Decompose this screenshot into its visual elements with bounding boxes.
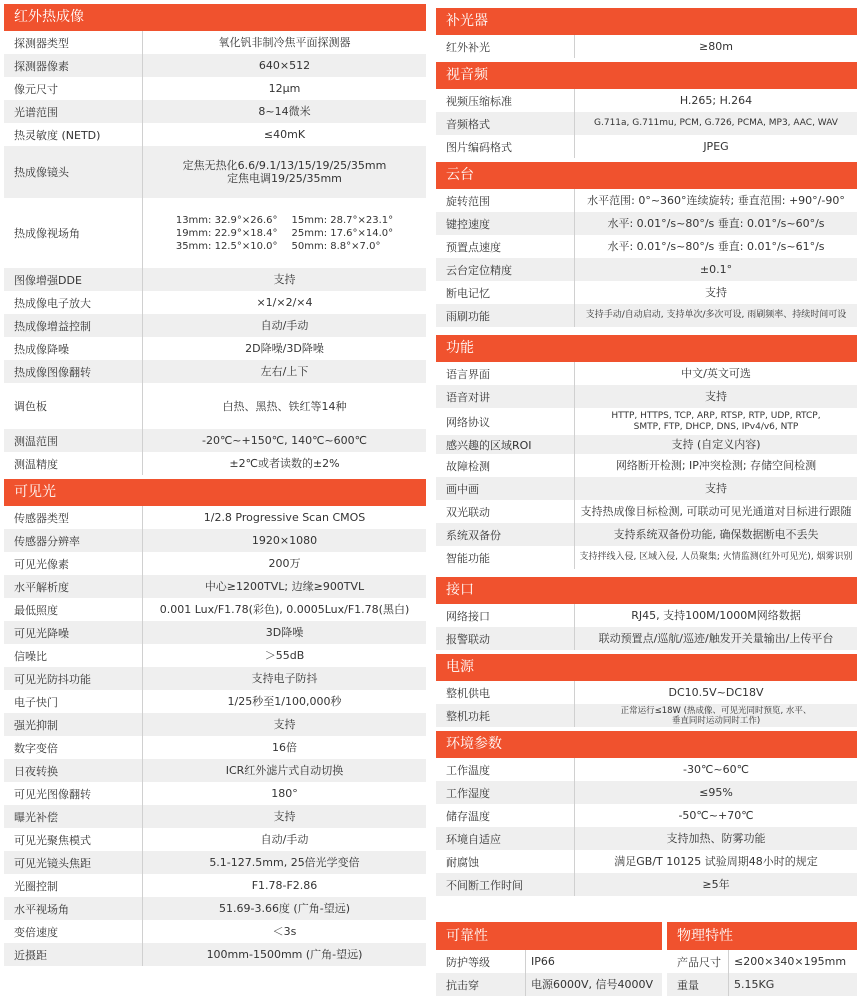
spec-key: 测温范围 bbox=[4, 429, 143, 452]
spec-row bbox=[4, 146, 426, 198]
spec-row bbox=[436, 235, 857, 258]
spec-row bbox=[4, 621, 426, 644]
spec-key: 日夜转换 bbox=[4, 759, 143, 782]
spec-value: ≤95% bbox=[699, 786, 733, 799]
spec-row bbox=[4, 736, 426, 759]
spec-key: 信噪比 bbox=[4, 644, 143, 667]
spec-value: F1.78-F2.86 bbox=[251, 879, 318, 892]
spec-key: 变倍速度 bbox=[4, 920, 143, 943]
spec-section bbox=[436, 62, 857, 158]
section-title: 可见光 bbox=[4, 479, 426, 506]
spec-value: 中心≥1200TVL; 边缘≥900TVL bbox=[204, 580, 365, 593]
spec-key: 电子快门 bbox=[4, 690, 143, 713]
spec-row bbox=[4, 598, 426, 621]
section-title: 补光器 bbox=[436, 8, 857, 35]
spec-row bbox=[667, 950, 857, 973]
spec-row bbox=[4, 897, 426, 920]
spec-value: 左右/上下 bbox=[260, 365, 309, 378]
spec-section bbox=[4, 479, 426, 966]
spec-value bbox=[143, 198, 426, 268]
spec-key: 环境自适应 bbox=[436, 827, 575, 850]
spec-row bbox=[4, 529, 426, 552]
spec-key: 网络协议 bbox=[436, 408, 575, 435]
spec-key: 光圈控制 bbox=[4, 874, 143, 897]
spec-section bbox=[436, 654, 857, 727]
fov-item: 13mm: 32.9°×26.6° bbox=[175, 214, 278, 226]
spec-key: 双光联动 bbox=[436, 500, 575, 523]
spec-row bbox=[4, 291, 426, 314]
spec-row bbox=[436, 827, 857, 850]
section-title: 接口 bbox=[436, 577, 857, 604]
right-column bbox=[436, 4, 857, 896]
spec-key: 图片编码格式 bbox=[436, 135, 575, 158]
spec-row bbox=[436, 112, 857, 135]
spec-row bbox=[4, 268, 426, 291]
spec-value: 支持 bbox=[705, 482, 727, 495]
spec-row bbox=[4, 506, 426, 529]
spec-key: 产品尺寸 bbox=[667, 950, 729, 973]
spec-value: 51.69-3.66度 (广角-望远) bbox=[218, 902, 350, 915]
spec-value: HTTP, HTTPS, TCP, ARP, RTSP, RTP, UDP, RTCP, SMTP, FTP, DHCP, DNS, IPv4/v6, NTP bbox=[611, 410, 821, 432]
spec-key: 热灵敏度 (NETD) bbox=[4, 123, 143, 146]
spec-key: 最低照度 bbox=[4, 598, 143, 621]
spec-row bbox=[436, 873, 857, 896]
spec-key: 音频格式 bbox=[436, 112, 575, 135]
spec-section bbox=[436, 335, 857, 569]
spec-value: -50℃~+70℃ bbox=[678, 809, 754, 822]
spec-row bbox=[4, 100, 426, 123]
spec-row bbox=[436, 804, 857, 827]
spec-row bbox=[4, 874, 426, 897]
spec-key: 故障检测 bbox=[436, 454, 575, 477]
spec-value: 2D降噪/3D降噪 bbox=[245, 342, 324, 355]
spec-row bbox=[4, 452, 426, 475]
spec-key: 热成像增益控制 bbox=[4, 314, 143, 337]
spec-value: 1/25秒至1/100,000秒 bbox=[227, 695, 342, 708]
spec-value: 正常运行≤18W (热成像、可见光同时预览, 水平、 垂直同时运动同时工作) bbox=[620, 705, 812, 726]
spec-value: 5.1-127.5mm, 25倍光学变倍 bbox=[209, 856, 360, 869]
spec-row bbox=[4, 360, 426, 383]
spec-key: 调色板 bbox=[4, 383, 143, 429]
spec-value: 支持电子防抖 bbox=[251, 672, 318, 685]
spec-value: ＜3s bbox=[272, 925, 297, 938]
spec-value: JPEG bbox=[703, 140, 729, 153]
spec-value: -20℃~+150℃, 140℃~600℃ bbox=[201, 434, 367, 447]
spec-value: ×1/×2/×4 bbox=[256, 296, 313, 309]
spec-value: 支持系统双备份功能, 确保数据断电不丢失 bbox=[613, 528, 819, 541]
spec-row bbox=[4, 805, 426, 828]
spec-value: 1/2.8 Progressive Scan CMOS bbox=[203, 511, 366, 524]
spec-value: 200万 bbox=[268, 557, 301, 570]
spec-section bbox=[436, 922, 662, 996]
spec-value: 100mm-1500mm (广角-望远) bbox=[206, 948, 363, 961]
spec-value: 支持加热、防雾功能 bbox=[666, 832, 766, 845]
spec-value: 支持 bbox=[273, 810, 296, 823]
spec-row bbox=[436, 758, 857, 781]
spec-row bbox=[436, 781, 857, 804]
spec-value: 白热、黑热、铁红等14种 bbox=[222, 399, 347, 413]
spec-value: ±0.1° bbox=[699, 263, 733, 276]
spec-value: 3D降噪 bbox=[265, 626, 304, 639]
spec-value: 电源6000V, 信号4000V bbox=[531, 978, 654, 991]
reliability-section bbox=[436, 922, 662, 996]
spec-row bbox=[4, 383, 426, 429]
spec-row bbox=[436, 546, 857, 569]
spec-section bbox=[436, 8, 857, 58]
left-column bbox=[4, 4, 426, 966]
spec-row bbox=[4, 31, 426, 54]
spec-row bbox=[4, 828, 426, 851]
spec-key: 感兴趣的区域ROI bbox=[436, 435, 575, 454]
spec-row bbox=[4, 920, 426, 943]
spec-value: ≥80m bbox=[699, 40, 733, 53]
fov-item: 35mm: 12.5°×10.0° bbox=[175, 240, 278, 252]
spec-key: 防护等级 bbox=[436, 950, 526, 973]
spec-key: 整机功耗 bbox=[436, 704, 575, 727]
section-title: 视音频 bbox=[436, 62, 857, 89]
spec-row bbox=[4, 782, 426, 805]
spec-row bbox=[436, 604, 857, 627]
spec-row bbox=[436, 385, 857, 408]
spec-key: 可见光聚焦模式 bbox=[4, 828, 143, 851]
spec-row bbox=[436, 189, 857, 212]
spec-row bbox=[436, 681, 857, 704]
spec-key: 云台定位精度 bbox=[436, 258, 575, 281]
spec-key: 视频压缩标准 bbox=[436, 89, 575, 112]
spec-key: 热成像电子放大 bbox=[4, 291, 143, 314]
spec-section bbox=[4, 4, 426, 475]
spec-key: 工作温度 bbox=[436, 758, 575, 781]
fov-grid bbox=[176, 214, 393, 253]
spec-key: 传感器分辨率 bbox=[4, 529, 143, 552]
spec-key: 储存温度 bbox=[436, 804, 575, 827]
spec-row bbox=[4, 575, 426, 598]
spec-key: 画中画 bbox=[436, 477, 575, 500]
spec-section bbox=[667, 922, 857, 996]
spec-key: 可见光图像翻转 bbox=[4, 782, 143, 805]
spec-row bbox=[436, 454, 857, 477]
spec-value: 支持 bbox=[273, 718, 296, 731]
spec-row bbox=[436, 281, 857, 304]
spec-row bbox=[436, 627, 857, 650]
spec-value: 支持 (自定义内容) bbox=[671, 438, 761, 451]
spec-key: 像元尺寸 bbox=[4, 77, 143, 100]
spec-key: 探测器类型 bbox=[4, 31, 143, 54]
spec-key: 网络接口 bbox=[436, 604, 575, 627]
spec-row bbox=[436, 477, 857, 500]
spec-row bbox=[4, 851, 426, 874]
spec-key: 强光抑制 bbox=[4, 713, 143, 736]
fov-item: 25mm: 17.6°×14.0° bbox=[291, 227, 394, 239]
spec-value: -30℃~60℃ bbox=[683, 763, 749, 776]
spec-value: 氧化钒非制冷焦平面探测器 bbox=[218, 36, 351, 49]
spec-row bbox=[436, 950, 662, 973]
section-title: 物理特性 bbox=[667, 922, 857, 950]
spec-row bbox=[4, 667, 426, 690]
spec-key: 测温精度 bbox=[4, 452, 143, 475]
spec-row bbox=[436, 523, 857, 546]
spec-key: 耐腐蚀 bbox=[436, 850, 575, 873]
spec-value: 满足GB/T 10125 试验周期48小时的规定 bbox=[614, 855, 818, 868]
spec-value: 支持 bbox=[273, 273, 296, 286]
spec-key: 光谱范围 bbox=[4, 100, 143, 123]
spec-key: 热成像图像翻转 bbox=[4, 360, 143, 383]
spec-value: 1920×1080 bbox=[251, 534, 318, 547]
spec-key: 传感器类型 bbox=[4, 506, 143, 529]
spec-value: 支持手动/自动启动, 支持单次/多次可设, 雨刷频率、持续时间可设 bbox=[585, 310, 847, 320]
spec-value: 水平范围: 0°~360°连续旋转; 垂直范围: +90°/-90° bbox=[587, 194, 845, 207]
spec-value: 定焦无热化6.6/9.1/13/15/19/25/35mm 定焦电调19/25/35mm bbox=[182, 159, 387, 185]
spec-key: 可见光降噪 bbox=[4, 621, 143, 644]
spec-value: ≤200×340×195mm bbox=[734, 955, 847, 968]
spec-row bbox=[4, 123, 426, 146]
spec-value: 640×512 bbox=[258, 59, 311, 72]
spec-value: 自动/手动 bbox=[260, 833, 309, 846]
spec-key: 近摄距 bbox=[4, 943, 143, 966]
spec-value: 180° bbox=[271, 787, 298, 800]
spec-row bbox=[436, 408, 857, 435]
spec-key: 抗击穿 bbox=[436, 973, 526, 996]
spec-key: 可见光像素 bbox=[4, 552, 143, 575]
spec-row bbox=[4, 198, 426, 268]
spec-key: 系统双备份 bbox=[436, 523, 575, 546]
spec-row bbox=[667, 973, 857, 996]
spec-value: DC10.5V~DC18V bbox=[668, 686, 764, 699]
spec-row bbox=[436, 850, 857, 873]
section-title: 功能 bbox=[436, 335, 857, 362]
spec-row bbox=[436, 35, 857, 58]
spec-row bbox=[436, 212, 857, 235]
spec-key: 图像增强DDE bbox=[4, 268, 143, 291]
spec-value: 0.001 Lux/F1.78(彩色), 0.0005Lux/F1.78(黑白) bbox=[159, 603, 410, 616]
spec-row bbox=[436, 304, 857, 327]
spec-row bbox=[4, 713, 426, 736]
spec-value: 水平: 0.01°/s~80°/s 垂直: 0.01°/s~60°/s bbox=[607, 217, 825, 230]
spec-key: 雨刷功能 bbox=[436, 304, 575, 327]
section-title: 可靠性 bbox=[436, 922, 662, 950]
physical-section bbox=[667, 922, 857, 996]
section-title: 环境参数 bbox=[436, 731, 857, 758]
spec-value: ±2℃或者读数的±2% bbox=[229, 457, 340, 470]
spec-section bbox=[436, 162, 857, 327]
spec-key: 整机供电 bbox=[436, 681, 575, 704]
spec-key: 断电记忆 bbox=[436, 281, 575, 304]
spec-value: 支持 bbox=[705, 390, 727, 403]
spec-value: IP66 bbox=[531, 955, 555, 968]
spec-value: 联动预置点/巡航/巡迹/触发开关量输出/上传平台 bbox=[598, 632, 834, 645]
fov-item: 15mm: 28.7°×23.1° bbox=[291, 214, 394, 226]
spec-row bbox=[4, 644, 426, 667]
spec-key: 语言界面 bbox=[436, 362, 575, 385]
spec-row bbox=[436, 362, 857, 385]
spec-value: ≥5年 bbox=[702, 878, 730, 891]
spec-key: 工作湿度 bbox=[436, 781, 575, 804]
spec-row bbox=[436, 500, 857, 523]
spec-key: 旋转范围 bbox=[436, 189, 575, 212]
spec-row bbox=[4, 54, 426, 77]
spec-key: 智能功能 bbox=[436, 546, 575, 569]
spec-row bbox=[436, 258, 857, 281]
spec-key: 不间断工作时间 bbox=[436, 873, 575, 896]
spec-value: ＞55dB bbox=[264, 649, 305, 662]
spec-key: 热成像视场角 bbox=[4, 198, 143, 268]
spec-row bbox=[436, 435, 857, 454]
spec-value: 网络断开检测; IP冲突检测; 存储空间检测 bbox=[615, 459, 817, 472]
spec-key: 预置点速度 bbox=[436, 235, 575, 258]
spec-value: 8~14微米 bbox=[258, 105, 311, 118]
spec-value: 水平: 0.01°/s~80°/s 垂直: 0.01°/s~61°/s bbox=[607, 240, 825, 253]
spec-section bbox=[436, 731, 857, 896]
spec-key: 语音对讲 bbox=[436, 385, 575, 408]
section-title: 电源 bbox=[436, 654, 857, 681]
spec-row bbox=[4, 77, 426, 100]
spec-key: 水平解析度 bbox=[4, 575, 143, 598]
spec-key: 热成像镜头 bbox=[4, 146, 143, 198]
spec-key: 水平视场角 bbox=[4, 897, 143, 920]
spec-key: 热成像降噪 bbox=[4, 337, 143, 360]
spec-value: 支持拌线入侵, 区域入侵, 人员聚集; 火情监测(红外可见光), 烟雾识别 bbox=[579, 552, 853, 562]
fov-item: 50mm: 8.8°×7.0° bbox=[291, 240, 381, 252]
spec-row bbox=[436, 973, 662, 996]
spec-value: 16倍 bbox=[272, 741, 297, 754]
spec-value: 自动/手动 bbox=[260, 319, 309, 332]
section-title: 云台 bbox=[436, 162, 857, 189]
spec-value: RJ45, 支持100M/1000M网络数据 bbox=[631, 609, 801, 622]
spec-value: H.265; H.264 bbox=[679, 94, 753, 107]
spec-key: 红外补光 bbox=[436, 35, 575, 58]
spec-key: 数字变倍 bbox=[4, 736, 143, 759]
spec-section bbox=[436, 577, 857, 650]
spec-key: 键控速度 bbox=[436, 212, 575, 235]
fov-item: 19mm: 22.9°×18.4° bbox=[175, 227, 278, 239]
section-title: 红外热成像 bbox=[4, 4, 426, 31]
spec-key: 探测器像素 bbox=[4, 54, 143, 77]
spec-key: 重量 bbox=[667, 973, 729, 996]
spec-row bbox=[4, 690, 426, 713]
spec-value: 中文/英文可选 bbox=[681, 367, 751, 380]
spec-value: ICR红外滤片式自动切换 bbox=[225, 764, 344, 777]
spec-row bbox=[436, 89, 857, 112]
spec-key: 曝光补偿 bbox=[4, 805, 143, 828]
spec-key: 可见光镜头焦距 bbox=[4, 851, 143, 874]
spec-row bbox=[4, 314, 426, 337]
spec-row bbox=[4, 429, 426, 452]
spec-value: G.711a, G.711mu, PCM, G.726, PCMA, MP3, AAC, WAV bbox=[594, 118, 838, 128]
spec-row bbox=[4, 337, 426, 360]
spec-key: 可见光防抖功能 bbox=[4, 667, 143, 690]
spec-row bbox=[4, 552, 426, 575]
spec-row bbox=[436, 704, 857, 727]
spec-row bbox=[4, 943, 426, 966]
spec-value: ≤40mK bbox=[263, 128, 306, 141]
spec-value: 支持热成像目标检测, 可联动可见光通道对目标进行跟随 bbox=[580, 505, 852, 518]
spec-value: 5.15KG bbox=[734, 978, 775, 991]
spec-key: 报警联动 bbox=[436, 627, 575, 650]
spec-value: 12μm bbox=[268, 82, 301, 95]
spec-row bbox=[4, 759, 426, 782]
spec-row bbox=[436, 135, 857, 158]
spec-value: 支持 bbox=[705, 286, 727, 299]
